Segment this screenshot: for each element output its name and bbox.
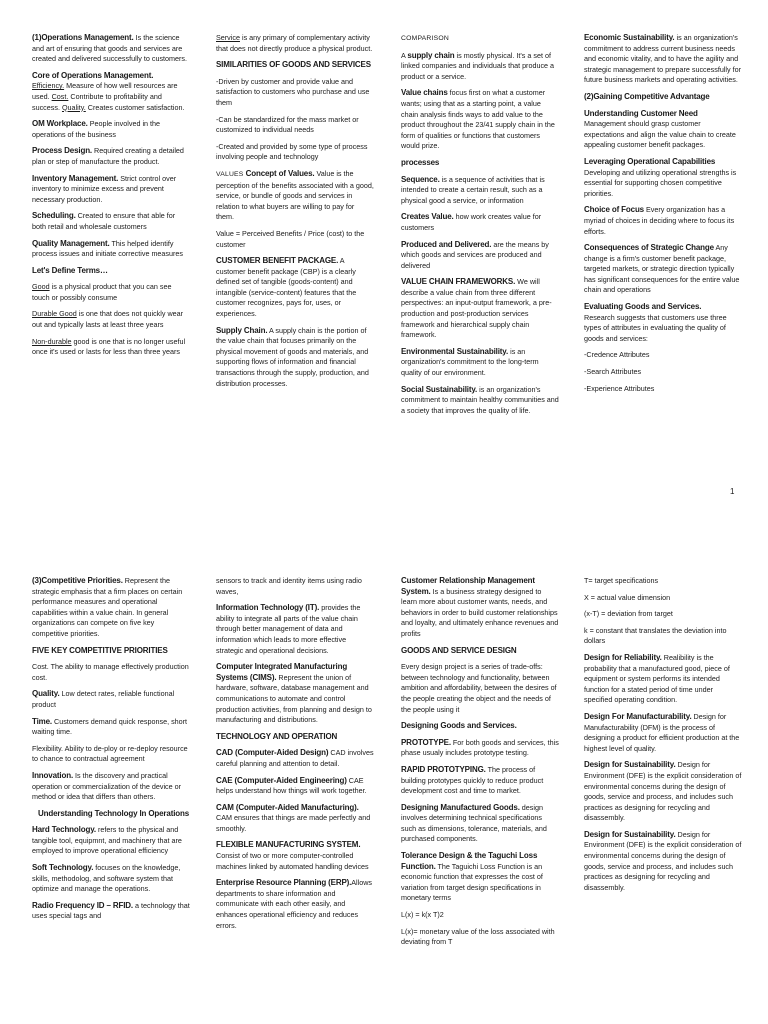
- page2-column-4: [584, 576, 742, 899]
- paragraph: Innovation. Is the discovery and practical operation or commercialization of the device or method or idea that differs than others.: [32, 770, 182, 802]
- paragraph: Flexibility. Ability to de-ploy or re-deploy resource to chance to contractual agreement: [32, 743, 188, 764]
- paragraph: Choice of Focus Every organization has a myriad of choices in deciding where to focus its efforts.: [584, 205, 735, 236]
- paragraph: Quality Management. This helped identify process issues and initiate corrective measures: [32, 238, 184, 259]
- paragraph: Evaluating Goods and Services. Research suggests that customers use three types of attributes in evaluating the quality of goods and services:: [584, 302, 727, 343]
- paragraph: Sequence. is a sequence of activities that is intended to create a certain result, such as a physical good a service, or information: [401, 174, 545, 205]
- paragraph: Time. Customers demand quick response, short waiting time.: [32, 716, 188, 737]
- paragraph: T= target specifications: [584, 576, 659, 585]
- paragraph: Hard Technology. refers to the physical and tangible tool, equipmnt, and machinery that are employed to improve operational efficiency: [32, 825, 182, 856]
- paragraph: OM Workplace. People involved in the operations of the business: [32, 119, 161, 139]
- list-item: -Experience Attributes: [584, 383, 655, 393]
- paragraph: -Can be standardized for the mass market or customized to individual needs: [216, 114, 359, 135]
- paragraph: -Driven by customer and provide value and satisfaction to customers who purchase and use them: [216, 76, 370, 107]
- paragraph: A supply chain is mostly physical. It's a set of linked companies and individuals that produce a product or a service.: [401, 50, 555, 81]
- paragraph: RAPID PROTOTYPING. The process of building prototypes quickly to reduce product development cost and time to market.: [401, 764, 544, 796]
- paragraph: Quality. Low detect rates, reliable functional product: [32, 689, 175, 709]
- section-heading: Understanding Technology In Operations: [38, 808, 190, 818]
- page2-column-1: [32, 576, 190, 928]
- list-item: -Credence Attributes: [584, 350, 650, 360]
- list-item: -Search Attributes: [584, 367, 642, 377]
- paragraph: Tolerance Design & the Taguchi Loss Function. The Taguichi Loss Function is an economic function that expresses the cost of variation from target design specifications in monetary terms: [401, 851, 543, 903]
- section-heading: processes: [401, 157, 440, 167]
- document-page-2: [0, 565, 768, 1024]
- section-heading: GOODS AND SERVICE DESIGN: [401, 645, 517, 655]
- page2-column-3: [401, 576, 559, 954]
- paragraph: Good is a physical product that you can see touch or possibly consume: [32, 282, 172, 302]
- paragraph: VALUES Concept of Values. Value is the perception of the benefits associated with a good, service, or bundle of goods and services in relation to what buyers are willing to pay for them.: [216, 168, 374, 222]
- paragraph: Leveraging Operational Capabilities Developing and utilizing operational strengths is essential for supporting chosen competitive priorities.: [584, 156, 737, 198]
- paragraph: (x-T) = deviation from target: [584, 609, 673, 619]
- paragraph: CAD (Computer-Aided Design) CAD involves careful planning and attention to detail.: [216, 748, 374, 768]
- paragraph: PROTOTYPE. For both goods and services, this phase usualy includes prototype testing.: [401, 737, 559, 758]
- paragraph: Creates Value. how work creates value for customers: [401, 212, 542, 232]
- paragraph: Supply Chain. A supply chain is the portion of the value chain that focuses primarily on the physical movement of goods and materials, and supporting flows of information and financial transactions through the supply, production, and distribution processes.: [216, 325, 369, 388]
- paragraph: Durable Good is one that does not quickly wear out and typically lasts at least three years: [32, 309, 184, 330]
- page-number: 1: [730, 487, 735, 496]
- paragraph: (1)Operations Management. Is the science and art of ensuring that goods and services are created and delivered successfully to customers.: [32, 33, 188, 64]
- paragraph: -Created and provided by some type of process involving people and technology: [216, 141, 368, 162]
- paragraph: Design For Manufacturability. Design for Manufacturability (DFM) is the process of designing a product for efficient production at the highest level of quality.: [584, 711, 740, 753]
- paragraph: Enterprise Resource Planning (ERP).Allows departments to share information and communicate with each other easily, and enhances operational efficiency and reduces errors.: [216, 878, 373, 930]
- paragraph: Design for Reliability. Realibility is the probability that a manufactured good, piece of equipment or system performs its intended function for a stated period of time under specified operating condition.: [584, 652, 730, 705]
- paragraph: Value chains focus first on what a customer wants; using that as a starting point, a value chain analysis finds ways to add value to the product throughout the 23/41 supply chain in the form of qualities or functions that customers would prize.: [401, 88, 555, 151]
- paragraph: Cost. The ability to manage effectively production cost.: [32, 662, 189, 682]
- page2-column-2: [216, 576, 374, 937]
- section-heading: TECHNOLOGY AND OPERATION: [216, 731, 338, 741]
- section-heading: SIMILARITIES OF GOODS AND SERVICES: [216, 60, 371, 70]
- formula: L(x) = k(x T)2: [401, 910, 444, 920]
- paragraph: Designing Manufactured Goods. design involves determining technical specifications such as dimensions, tolerance, materials, and purchased components.: [401, 802, 547, 844]
- paragraph: Value = Perceived Benefits / Price (cost) to the customer: [216, 228, 365, 249]
- page1-column-4: [584, 33, 742, 400]
- paragraph: Non-durable good is one that is no longer useful once it's used or lasts for less than three years: [32, 336, 186, 357]
- paragraph: Social Sustainability. is an organization's commitment to maintain healthy communities and a society that improves the quality of life.: [401, 384, 559, 415]
- section-label: COMPARISON: [401, 35, 449, 42]
- paragraph: Design for Sustainability. Design for Environment (DFE) is the explicit consideration of environmental concerns during the design of goods, service and process, and includes such practices as designing for recycling and disassembly.: [584, 760, 742, 823]
- paragraph: VALUE CHAIN FRAMEWORKS. We will describe a value chain from three different perspectives: an input-output framework, a pre-production and post-production services framework and hierarchical supply chain framework.: [401, 277, 552, 340]
- page1-column-1: [32, 33, 190, 364]
- paragraph: Every design project is a series of trade-offs: between technology and functionality, between ambition and affordability, between the desires of the people creating the object and the needs of the people using it: [401, 662, 557, 714]
- section-heading: Let's Define Terms…: [32, 265, 108, 275]
- paragraph: Customer Relationship Management System. Is a business strategy designed to learn more about customer wants, needs, and behaviors in order to build customer relationships and loyalty, and ultimately enhance revenues and profits: [401, 576, 559, 638]
- paragraph: Information Technology (IT). provides the ability to integrate all parts of the value chain through better management of data and information which leads to more effective strategic and operational decisions.: [216, 603, 361, 655]
- section-heading: (2)Gaining Competitive Advantage: [584, 91, 710, 101]
- paragraph: Radio Frequency ID – RFID. a technology that uses special tags and: [32, 900, 190, 921]
- paragraph: CAE (Computer-Aided Engineering) CAE helps understand how things will work together.: [216, 775, 367, 796]
- paragraph: Produced and Delivered. are the means by which goods and services are produced and delivered: [401, 239, 549, 270]
- paragraph: Environmental Sustainability. is an organization's commitment to the long-term quality of our environment.: [401, 346, 539, 378]
- section-heading: FIVE KEY COMPETITIVE PRIORITIES: [32, 645, 168, 655]
- paragraph: k = constant that translates the deviation into dollars: [584, 625, 727, 646]
- paragraph: (3)Competitive Priorities. Represent the strategic emphasis that a firm places on certain performance measures and operational capabilities within a value chain. In general organizations can compete on five key competitive priorities.: [32, 576, 183, 638]
- paragraph: Inventory Management. Strict control over inventory to minimize excess and prevent necessary production.: [32, 173, 177, 204]
- paragraph: FLEXIBLE MANUFACTURING SYSTEM. Consist of two or more computer-controlled machines linked by automated handling devices: [216, 840, 369, 871]
- page1-column-2: [216, 33, 374, 395]
- paragraph: Economic Sustainability. is an organization's commitment to address current business needs and economic vitality, and to have the agility and strategic management to prepare successfully for future business markets and operating activities.: [584, 33, 742, 85]
- page1-column-3: [401, 33, 559, 422]
- paragraph: Design for Sustainability. Design for Environment (DFE) is the explicit consideration of environmental concerns during the design of goods, service and process, and includes such practices as designing for recycling and disassembly.: [584, 829, 742, 892]
- paragraph: Scheduling. Created to ensure that able for both retail and wholesale customers: [32, 211, 176, 231]
- paragraph: X = actual value dimension: [584, 592, 671, 602]
- paragraph: Service is any primary of complementary activity that does not directly produce a physical product.: [216, 33, 373, 53]
- paragraph: sensors to track and identity items using radio waves,: [216, 576, 362, 596]
- paragraph: Computer Integrated Manufacturing Systems (CIMS). Represent the union of hardware, software, database management and communications to automate and control production activities, from planning and design to manufacturing and distributions.: [216, 662, 372, 725]
- paragraph: Soft Technology. focuses on the knowledge, skills, methodolog, and software system that optimize and manage the operations.: [32, 863, 181, 894]
- paragraph: L(x)= monetary value of the loss associated with deviating from T: [401, 926, 555, 947]
- paragraph: Consequences of Strategic Change Any change is a firm's customer benefit package, targeted markets, or strategic direction typically has significant consequences for the entire value chain and operations: [584, 243, 740, 295]
- paragraph: Core of Operations Management. Efficiency. Measure of how well resources are used. Cost. Contribute to profitability and success. Quality. Creates customer satisfaction.: [32, 70, 185, 112]
- paragraph: Understanding Customer Need Management should grasp customer expectations and align the value chain to create appealing customer benefit packages.: [584, 108, 736, 150]
- paragraph: Process Design. Required creating a detailed plan or step of manufacture the product.: [32, 146, 184, 166]
- paragraph: CUSTOMER BENEFIT PACKAGE. A customer benefit package (CBP) is a clearly defined set of tangible (goods-content) and intangible (service-content) features that the customer recognizes, pays for, uses, or experiences.: [216, 256, 357, 319]
- section-heading: Designing Goods and Services.: [401, 721, 517, 731]
- paragraph: CAM (Computer-Aided Manufacturing). CAM ensures that things are made perfectly and smoothly.: [216, 802, 371, 833]
- page-separator: [0, 520, 768, 565]
